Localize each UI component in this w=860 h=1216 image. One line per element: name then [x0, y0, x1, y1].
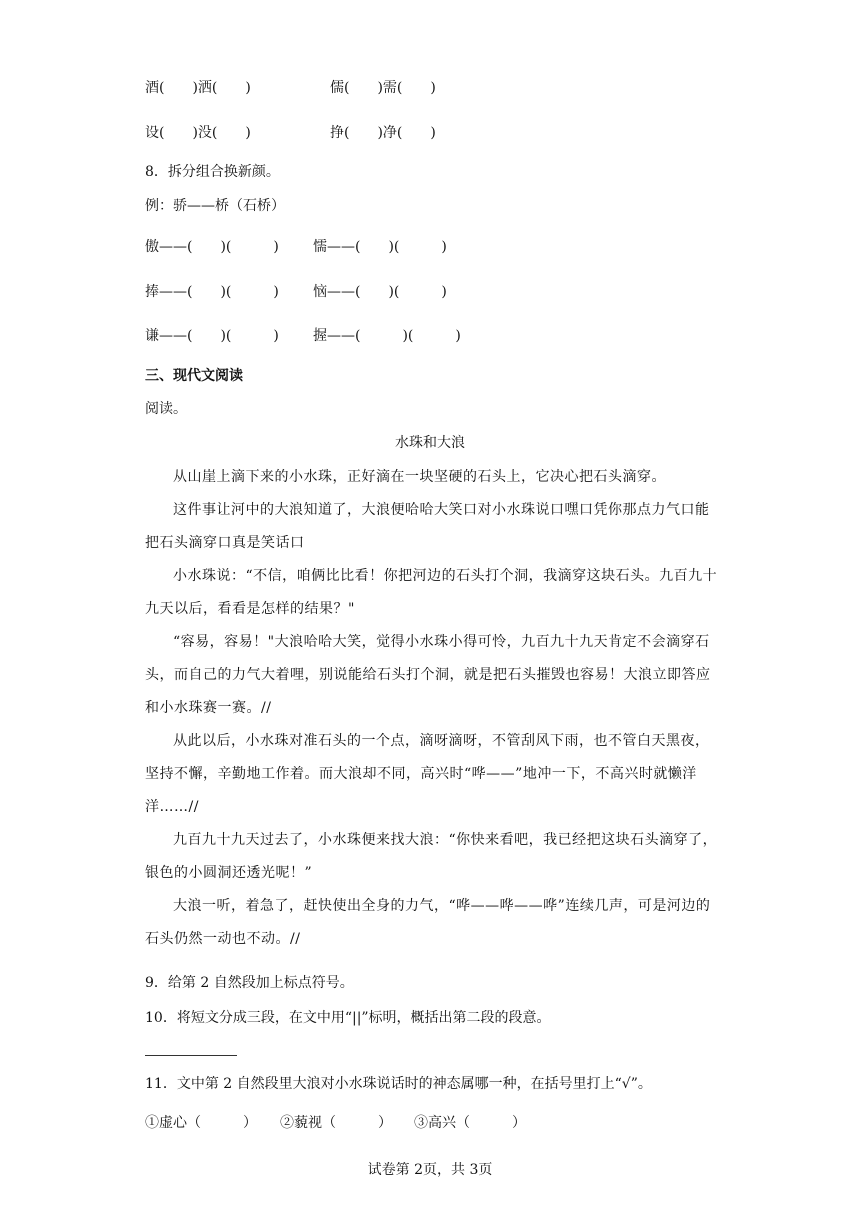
q8-row1-left: 傲——( )( )	[145, 239, 279, 255]
story-paragraph-4: “容易，容易！"大浪哈哈大笑，觉得小水珠小得可怜，九百九十九天肯定不会滴穿石头，而自己的力气大着哩，别说能给石头打个洞，就是把石头摧毁也容易！大浪立即答应和小水珠赛一赛。//	[145, 634, 711, 716]
story-paragraph-1: 从山崖上滴下来的小水珠，正好滴在一块坚硬的石头上，它决心把石头滴穿。	[173, 469, 666, 485]
q8-row1-right: 懦——( )( )	[313, 239, 447, 255]
option-2[interactable]: ②藐视（ ）	[280, 1115, 392, 1131]
story-paragraph-3: 小水珠说：“不信，咱俩比比看！你把河边的石头打个洞，我滴穿这块石头。九百九十九天以后，看看是怎样的结果？"	[145, 568, 718, 617]
story-paragraph-2: 这件事让河中的大浪知道了，大浪便哈哈大笑口对小水珠说口嘿口凭你那点力气口能把石头滴穿口真是笑话口	[145, 502, 710, 551]
pair-row1-left: 酒( )洒( )	[145, 80, 251, 96]
q8-title: 8．拆分组合换新颜。	[145, 164, 280, 180]
option-1[interactable]: ①虚心（ ）	[145, 1115, 257, 1131]
story-body	[145, 461, 720, 956]
answer-line[interactable]	[145, 1055, 237, 1056]
section-heading: 三、现代文阅读	[145, 368, 243, 384]
q8-row2-left: 捧——( )( )	[145, 284, 279, 300]
story-paragraph-7: 大浪一听，着急了，赶快使出全身的力气，“哗——哗——哗”连续几声，可是河边的石头仍然一动也不动。//	[145, 898, 711, 947]
reading-instruction: 阅读。	[145, 401, 187, 417]
pair-row2-right: 挣( )净( )	[330, 125, 436, 141]
story-paragraph-5: 从此以后，小水珠对准石头的一个点，滴呀滴呀，不管刮风下雨，也不管白天黑夜，坚持不懈，辛勤地工作着。而大浪却不同，高兴时“哗——”地冲一下，不高兴时就懒洋洋……//	[145, 733, 710, 815]
q8-row3-left: 谦——( )( )	[145, 328, 279, 344]
story-title: 水珠和大浪	[395, 435, 465, 451]
q8-row3-right: 握——( )( )	[313, 328, 461, 344]
question-10: 10．将短文分成三段，在文中用“||”标明，概括出第二段的段意。	[145, 1010, 551, 1026]
question-11: 11．文中第 2 自然段里大浪对小水珠说话时的神态属哪一种，在括号里打上“√”。	[145, 1076, 652, 1092]
q8-example: 例：骄——桥（石桥）	[145, 198, 285, 214]
option-3[interactable]: ③高兴（ ）	[414, 1115, 526, 1131]
page-footer: 试卷第 2页，共 3页	[367, 1162, 493, 1178]
q8-row2-right: 恼——( )( )	[313, 284, 447, 300]
question-9: 9．给第 2 自然段加上标点符号。	[145, 975, 354, 991]
pair-row1-right: 儒( )需( )	[330, 80, 436, 96]
pair-row2-left: 设( )没( )	[145, 125, 251, 141]
story-paragraph-6: 九百九十九天过去了，小水珠便来找大浪：“你快来看吧，我已经把这块石头滴穿了，银色的小圆洞还透光呢！”	[145, 832, 718, 881]
